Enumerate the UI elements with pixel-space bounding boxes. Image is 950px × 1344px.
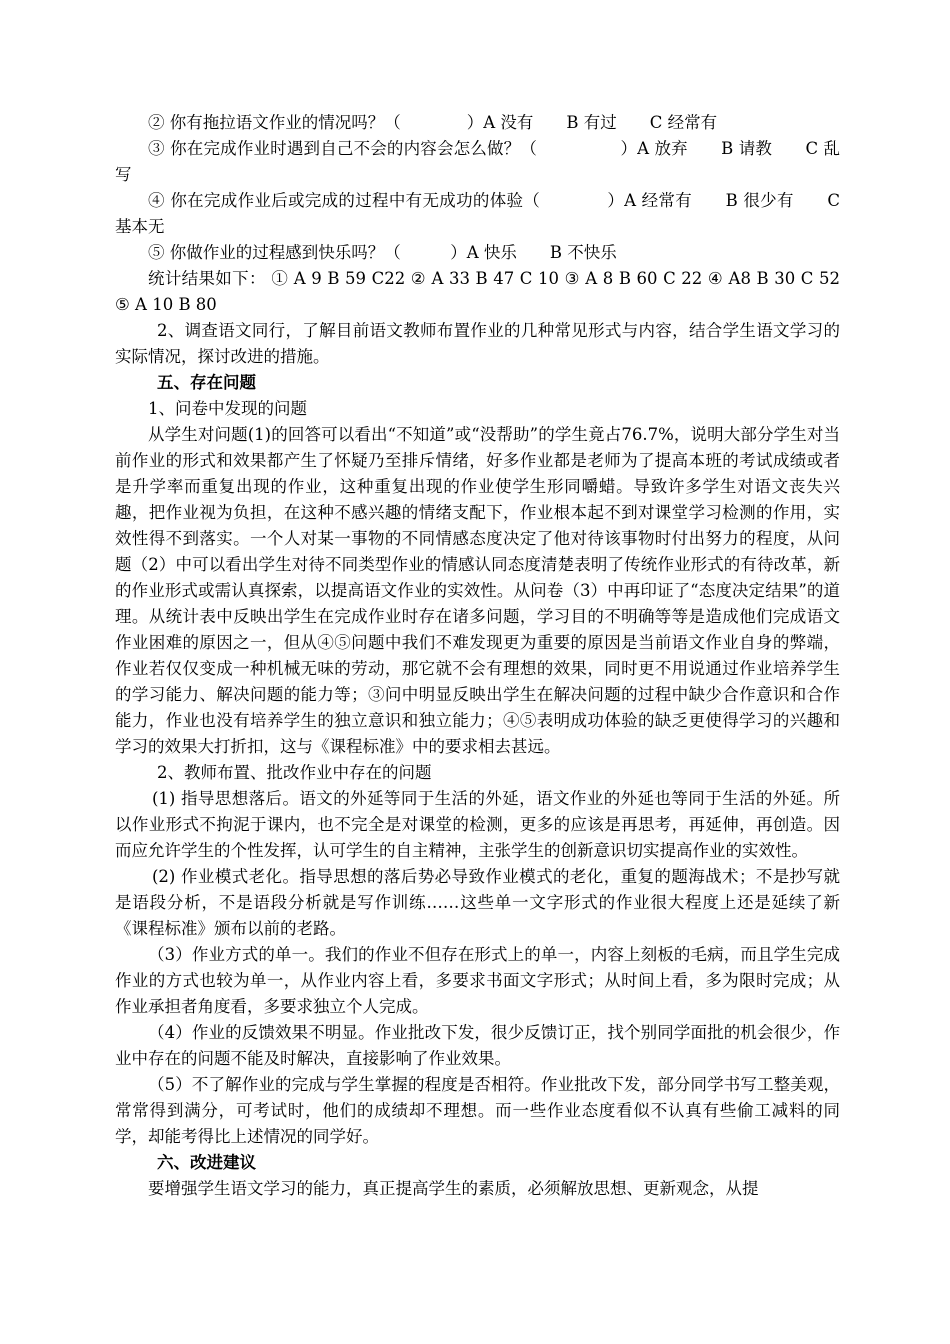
method-2-paragraph: 2、调查语文同行，了解目前语文教师布置作业的几种常见形式与内容，结合学生语文学习的实际情况，探讨改进的措施。 xyxy=(115,321,840,366)
problem-2-paragraph: (2) 作业模式老化。指导思想的落后势必导致作业模式的老化，重复的题海战术；不是抄写就是语段分析，不是语段分析就是写作训练……这些单一文字形式的作业很大程度上还是延续了新《课程标准》颁布以前的老路。 xyxy=(115,867,840,938)
problem-3-paragraph: （3）作业方式的单一。我们的作业不但存在形式上的单一，内容上刻板的毛病，而且学生完成作业的方式也较为单一，从作业内容上看，多要求书面文字形式；从时间上看，多为限时完成；从作业承担者角度看，多要求独立个人完成。 xyxy=(115,945,840,1016)
survey-question-2: ② 你有拖拉语文作业的情况吗？（ ）A 没有 B 有过 C 经常有 xyxy=(148,113,718,132)
section-5-heading: 五、存在问题 xyxy=(157,373,256,392)
subsection-1-body: 从学生对问题(1)的回答可以看出“不知道”或“没帮助”的学生竟占76.7%，说明大部分学生对当前作业的形式和效果都产生了怀疑乃至排斥情绪，好多作业都是老师为了提高本班的考试成绩或者是升学率而重复出现的作业，这种重复出现的作业使学生形同嚼蜡。导致许多学生对语文丧失兴趣，把作业视为负担，在这种不感兴趣的情绪支配下，作业根本起不到对课堂学习检测的作用，实效性得不到落实。一个人对某一事物的不同情感态度决定了他对待该事物时付出努力的程度，从问题（2）中可以看出学生对待不同类型作业的情感认同态度清楚表明了传统作业形式的有待改革，新的作业形式或需认真探索，以提高语文作业的实效性。从问卷（3）中再印证了“态度决定结果”的道理。从统计表中反映出学生在完成作业时存在诸多问题，学习目的不明确等等是造成他们完成语文作业困难的原因之一，但从④⑤问题中我们不难发现更为重要的原因是当前语文作业自身的弊端，作业若仅仅变成一种机械无味的劳动，那它就不会有理想的效果，同时更不用说通过作业培养学生的学习能力、解决问题的能力等；③问中明显反映出学生在解决问题的过程中缺少合作意识和合作能力，作业也没有培养学生的独立意识和独立能力；④⑤表明成功体验的缺乏更使得学习的兴趣和学习的效果大打折扣，这与《课程标准》中的要求相去甚远。 xyxy=(115,425,840,756)
section-6-heading: 六、改进建议 xyxy=(157,1153,256,1172)
subsection-1-heading: 1、问卷中发现的问题 xyxy=(148,399,307,418)
survey-question-4: ④ 你在完成作业后或完成的过程中有无成功的体验（ ）A 经常有 B 很少有 C 基本无 xyxy=(115,191,840,236)
statistics-result: 统计结果如下： ① A 9 B 59 C22 ② A 33 B 47 C 10 ③ A 8 B 60 C 22 ④ A8 B 30 C 52 ⑤ A 10 B 80 xyxy=(115,269,840,314)
section-6-body: 要增强学生语文学习的能力，真正提高学生的素质，必须解放思想、更新观念，从提 xyxy=(148,1179,759,1198)
subsection-2-heading: 2、教师布置、批改作业中存在的问题 xyxy=(157,763,432,782)
survey-question-5: ⑤ 你做作业的过程感到快乐吗？（ ）A 快乐 B 不快乐 xyxy=(148,243,617,262)
problem-1-paragraph: (1) 指导思想落后。语文的外延等同于生活的外延，语文作业的外延也等同于生活的外延。所以作业形式不拘泥于课内，也不完全是对课堂的检测，更多的应该是再思考，再延伸，再创造。因而应允许学生的个性发挥，认可学生的自主精神，主张学生的创新意识切实提高作业的实效性。 xyxy=(115,789,840,860)
survey-question-3: ③ 你在完成作业时遇到自己不会的内容会怎么做？（ ）A 放弃 B 请教 C 乱写 xyxy=(115,139,840,184)
problem-4-paragraph: （4）作业的反馈效果不明显。作业批改下发，很少反馈订正，找个别同学面批的机会很少，作业中存在的问题不能及时解决，直接影响了作业效果。 xyxy=(115,1023,840,1068)
document-page xyxy=(115,110,840,1202)
problem-5-paragraph: （5）不了解作业的完成与学生掌握的程度是否相符。作业批改下发，部分同学书写工整美观，常常得到满分，可考试时，他们的成绩却不理想。而一些作业态度看似不认真有些偷工减料的同学，却能考得比上述情况的同学好。 xyxy=(115,1075,840,1146)
